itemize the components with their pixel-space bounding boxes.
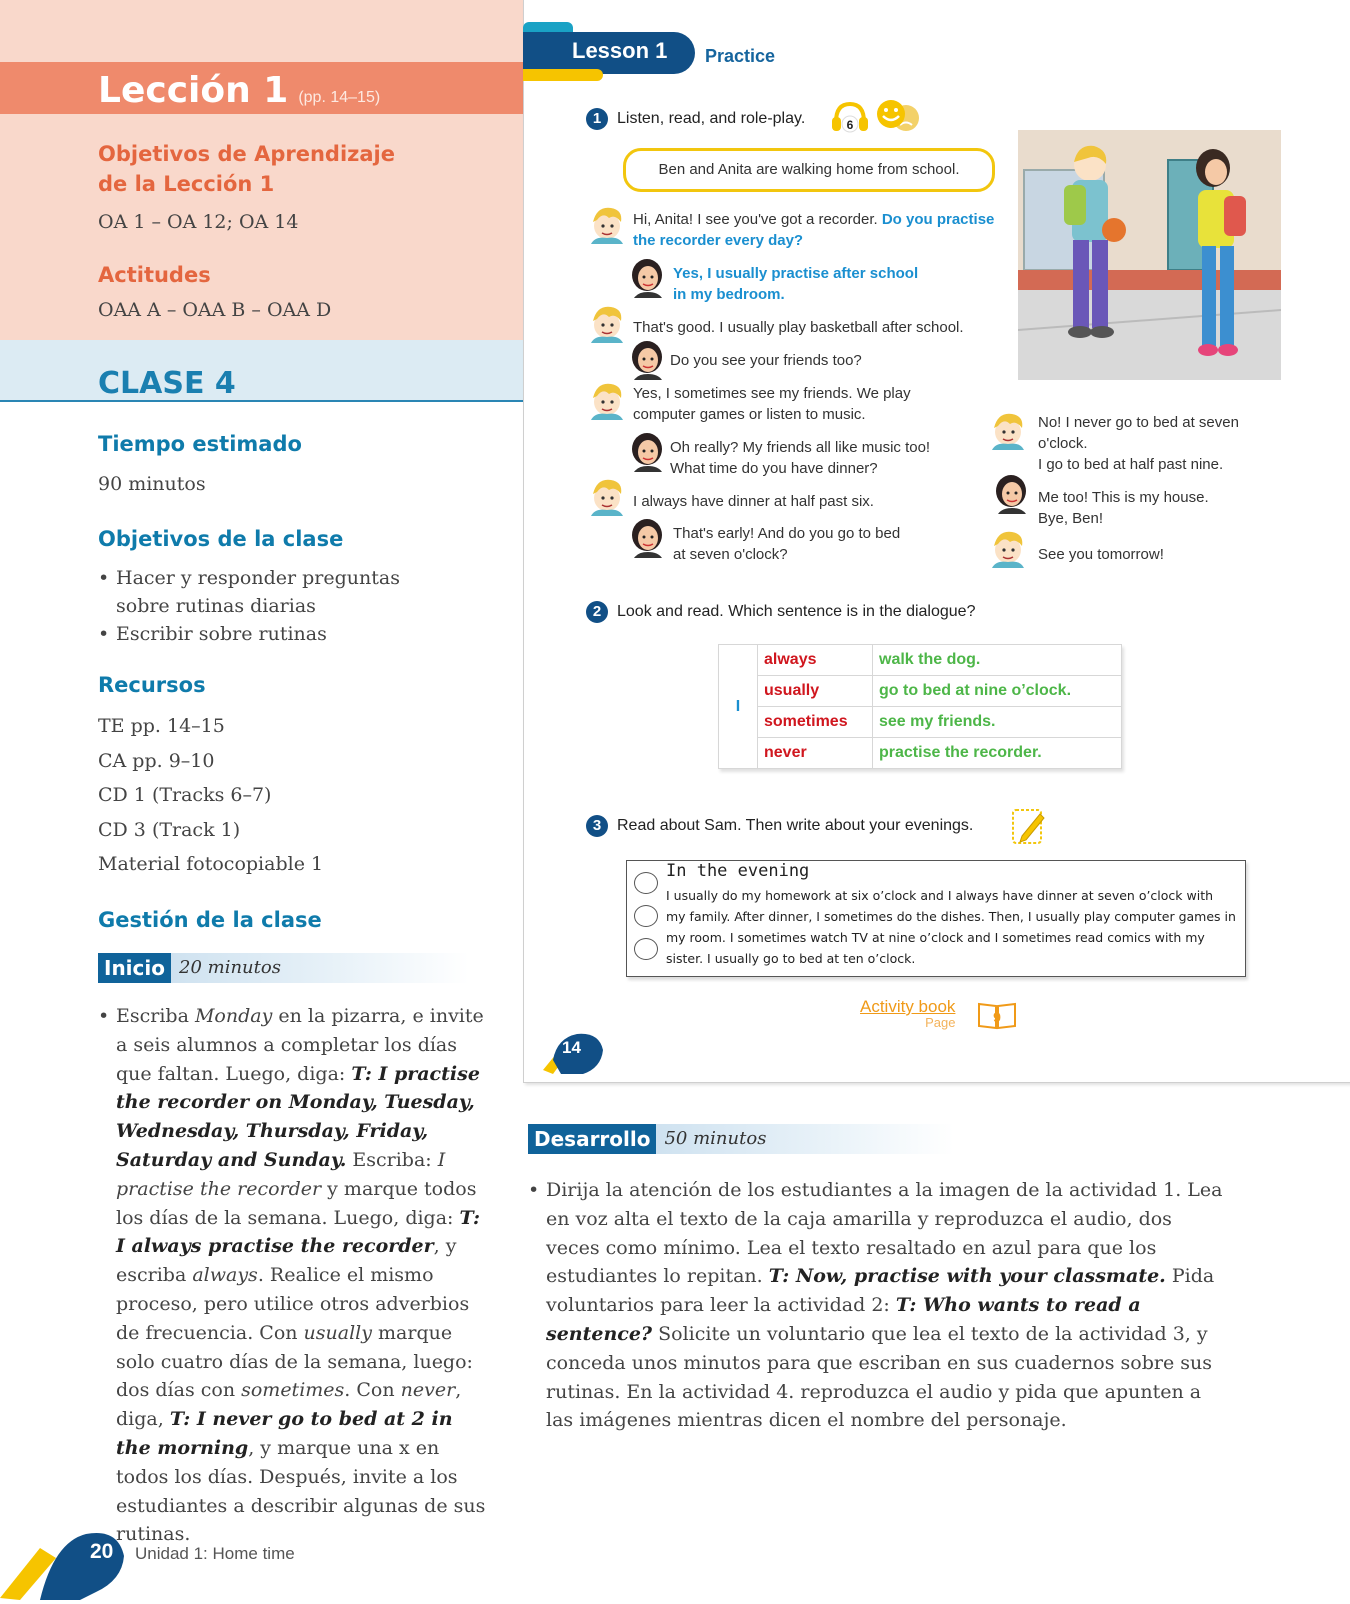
lesson-label: Lesson 1	[572, 38, 668, 63]
exercise-number: 1	[586, 108, 608, 130]
track-number: 6	[846, 118, 854, 132]
dialogue-line-anita: Oh really? My friends all like music too! What time do you have dinner?	[670, 439, 931, 477]
phrase-cell: walk the dog.	[873, 645, 1122, 676]
adverb-cell: always	[758, 645, 873, 676]
phrase-cell: see my friends.	[873, 707, 1122, 738]
notebook-ring	[634, 905, 658, 927]
ben-avatar	[988, 408, 1028, 454]
anita-avatar	[628, 256, 666, 302]
dialogue-line-anita: Yes, I usually practise after school in my bedroom.	[673, 265, 919, 303]
phrase-cell: practise the recorder.	[873, 738, 1122, 769]
resources-heading: Recursos	[98, 673, 206, 697]
writing-pencil-icon	[1010, 806, 1048, 846]
anita-avatar	[628, 516, 666, 562]
class-title: CLASE 4	[98, 366, 236, 401]
adverb-cell: never	[758, 738, 873, 769]
list-item: • Escriba Monday en la pizarra, e invite a seis alumnos a completar los días que faltan. Luego, diga: T: I practise the recorder on Monday, Tuesday, Wednesday, Thursday, Friday, Saturday and Sunday. Escriba: I practise the recorder y marque todos los días de la semana. Luego, diga: T: I always practise the recorder, y escriba always. Realice el mismo proceso, pero utilice otros adverbios de frecuencia. Con usually marque solo cuatro días de la semana, luego: dos días con sometimes. Con never, diga, T: I never go to bed at 2 in the morning, y marque una x en todos los días. Después, invite a los estudiantes a describir algunas de sus rutinas.	[98, 1002, 493, 1549]
list-item: Material fotocopiable 1	[98, 853, 324, 875]
notebook-text: I usually do my homework at six o’clock and I always have dinner at seven o’clock with my family. After dinner, I sometimes do the dishes. Then, I usually play computer games in my room. I sometimes watch TV at nine o’clock and I sometimes read comics with my sister. I usually go to bed at ten o’clock.	[666, 888, 1236, 966]
exercise-number: 3	[586, 815, 608, 837]
attitudes-value: OAA A – OAA B – OAA D	[98, 299, 332, 321]
desarrollo-label: Desarrollo	[528, 1124, 656, 1154]
list-item: • Hacer y responder preguntas sobre rutinas diarias	[98, 564, 458, 620]
objectives-heading: Objetivos de Aprendizaje de la Lección 1	[98, 142, 395, 196]
exercise-instruction: Read about Sam. Then write about your evenings.	[617, 817, 974, 834]
exercise-instruction: Look and read. Which sentence is in the dialogue?	[617, 603, 976, 620]
objectives-value: OA 1 – OA 12; OA 14	[98, 211, 299, 233]
dialogue-line-anita: Me too! This is my house. Bye, Ben!	[1038, 489, 1209, 527]
resources-list	[98, 709, 323, 882]
table-row	[719, 676, 1122, 707]
activity-book-page-number: 9	[993, 1009, 1001, 1025]
ben-avatar	[587, 474, 627, 520]
activity-book-page-label: Page	[925, 1015, 956, 1030]
book-icon	[977, 1000, 1017, 1030]
activity-book-link[interactable]	[860, 998, 955, 1029]
inicio-tag	[98, 953, 469, 983]
desarrollo-time: 50 minutos	[656, 1124, 954, 1154]
time-heading: Tiempo estimado	[98, 432, 302, 456]
desarrollo-paragraph	[528, 1176, 1228, 1435]
drama-masks-icon	[874, 98, 924, 136]
list-item: • Dirija la atención de los estudiantes a la imagen de la actividad 1. Lea en voz alta el texto de la caja amarilla y reproduzca el audio, dos veces como mínimo. Lea el texto resaltado en azul para que los estudiantes lo repitan. T: Now, practise with your classmate. Pida voluntarios para leer la actividad 2: T: Who wants to read a sentence? Solicite un voluntario que lea el texto de la actividad 3, y conceda unos minutos para que escriban en sus cuadernos sobre sus rutinas. En la actividad 4. reproduzca el audio y pida que apunten a las imágenes mientras dicen el nombre del personaje.	[528, 1176, 1228, 1435]
list-item: • Escribir sobre rutinas	[98, 620, 458, 648]
notebook-ring	[634, 872, 658, 894]
ben-avatar	[988, 526, 1028, 572]
activity-book-label[interactable]: Activity book	[860, 997, 956, 1016]
notebook-ring	[634, 938, 658, 960]
ben-avatar	[587, 202, 627, 248]
table-row	[719, 645, 1122, 676]
class-objectives-heading: Objetivos de la clase	[98, 527, 344, 551]
table-row	[719, 738, 1122, 769]
frequency-adverbs-table	[718, 644, 1122, 769]
anita-avatar	[628, 338, 666, 384]
exercise-number: 2	[586, 601, 608, 623]
dialogue-line-ben: No! I never go to bed at seven o'clock. I go to bed at half past nine.	[1038, 414, 1239, 473]
footer-page-number: 20	[90, 1540, 114, 1563]
page-number: 14	[562, 1038, 581, 1057]
dialogue-line-ben: Yes, I sometimes see my friends. We play computer games or listen to music.	[633, 385, 911, 423]
class-objectives-list	[98, 564, 458, 648]
adverb-cell: usually	[758, 676, 873, 707]
list-item: CD 1 (Tracks 6–7)	[98, 784, 272, 806]
notebook-title: In the evening	[666, 861, 810, 881]
attitudes-heading: Actitudes	[98, 263, 211, 287]
class-band	[0, 340, 523, 402]
lesson-tab-accent	[523, 69, 603, 81]
list-item: CD 3 (Track 1)	[98, 818, 241, 841]
pronoun-cell: I	[719, 645, 758, 769]
headphones-icon[interactable]	[830, 100, 870, 134]
lesson-title: Lección 1 (pp. 14–15)	[98, 70, 381, 111]
ben-avatar	[587, 301, 627, 347]
footer-unit-title: Unidad 1: Home time	[135, 1544, 295, 1563]
dialogue-line-ben: Hi, Anita! I see you've got a recorder. Do you practise the recorder every day?	[633, 211, 995, 249]
list-item: CA pp. 9–10	[98, 749, 215, 772]
table-row	[719, 707, 1122, 738]
intro-box: Ben and Anita are walking home from school.	[623, 148, 995, 192]
lesson-pages: (pp. 14–15)	[298, 89, 381, 106]
inicio-time: 20 minutos	[171, 953, 469, 983]
dialogue-line-anita: Do you see your friends too?	[670, 352, 862, 369]
dialogue-line-ben: See you tomorrow!	[1038, 546, 1164, 563]
practice-label: Practice	[705, 46, 776, 66]
ben-avatar	[587, 378, 627, 424]
anita-avatar	[628, 430, 666, 476]
exercise-instruction: Listen, read, and role-play.	[617, 110, 806, 127]
dialogue-line-anita: That's early! And do you go to bed at seven o'clock?	[673, 525, 901, 563]
inicio-label: Inicio	[98, 953, 171, 983]
dialogue-line-ben: That's good. I usually play basketball after school.	[633, 319, 964, 336]
inicio-paragraph	[98, 1002, 493, 1549]
desarrollo-tag	[528, 1124, 954, 1154]
list-item: TE pp. 14–15	[98, 715, 225, 737]
adverb-cell: sometimes	[758, 707, 873, 738]
time-value: 90 minutos	[98, 473, 206, 495]
management-heading: Gestión de la clase	[98, 908, 322, 932]
anita-avatar	[992, 472, 1030, 518]
children-walking-illustration	[1018, 130, 1281, 380]
phrase-cell: go to bed at nine o’clock.	[873, 676, 1122, 707]
dialogue-line-ben: I always have dinner at half past six.	[633, 493, 874, 510]
